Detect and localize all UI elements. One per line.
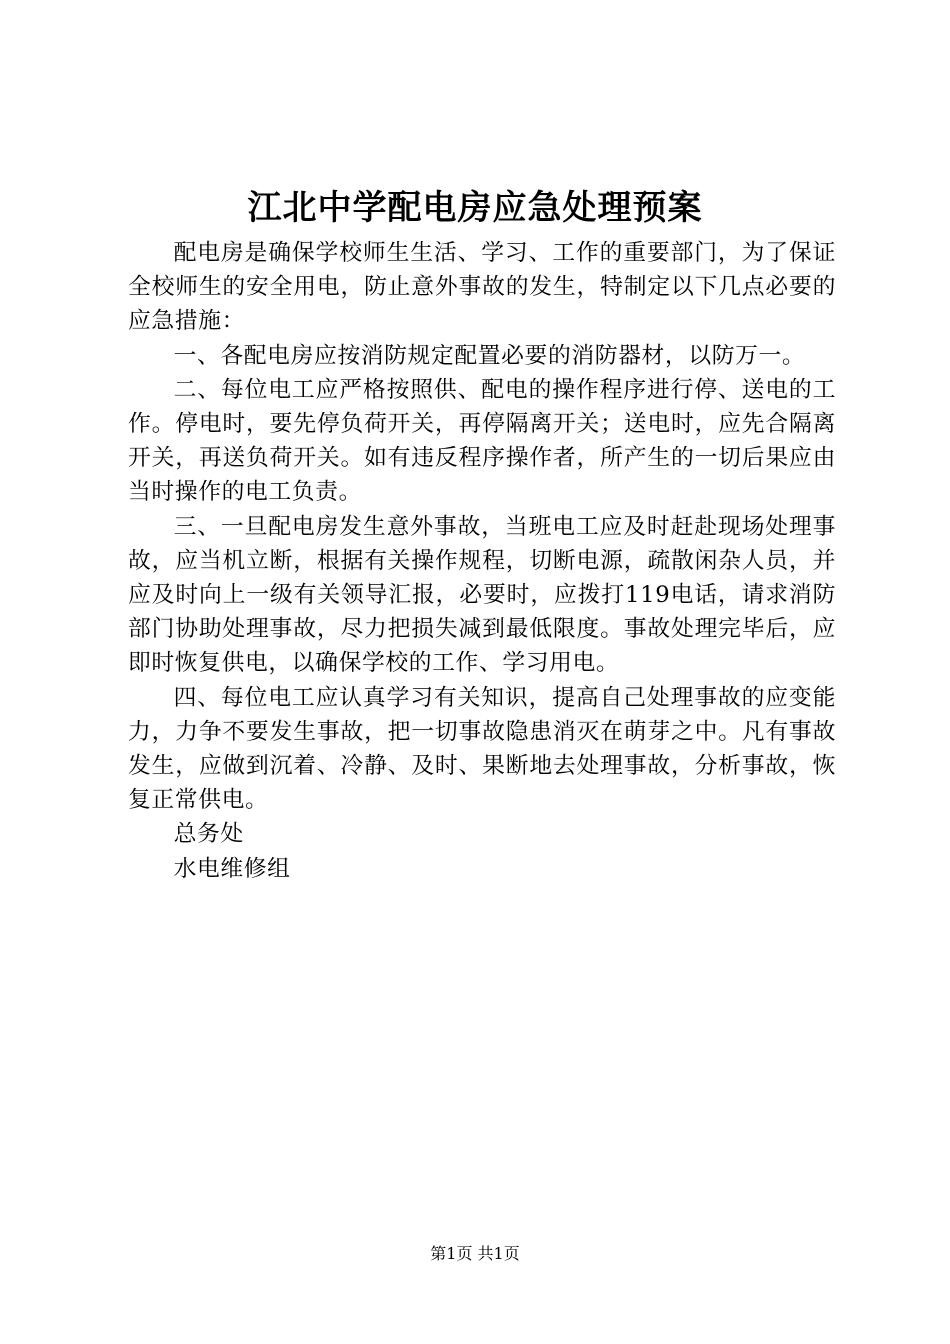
- page-number-footer: 第1页 共1页: [430, 1244, 520, 1263]
- document-title: 江北中学配电房应急处理预案: [247, 188, 703, 228]
- paragraph-item-2: 二、每位电工应严格按照供、配电的操作程序进行停、送电的工作。停电时，要先停负荷开关，再停隔离开关；送电时，应先合隔离开关，再送负荷开关。如有违反程序操作者，所产生的一切后果应由当时操作的电工负责。: [128, 376, 836, 506]
- paragraph-item-3: 三、一旦配电房发生意外事故，当班电工应及时赶赴现场处理事故，应当机立断，根据有关操作规程，切断电源，疏散闲杂人员，并应及时向上一级有关领导汇报，必要时，应拨打119电话，请求消防部门协助处理事故，尽力把损失减到最低限度。事故处理完毕后，应即时恢复供电，以确保学校的工作、学习用电。: [128, 513, 836, 677]
- paragraph-item-4: 四、每位电工应认真学习有关知识，提高自己处理事故的应变能力，力争不要发生事故，把一切事故隐患消灭在萌芽之中。凡有事故发生，应做到沉着、冷静、及时、果断地去处理事故，分析事故，恢复正常供电。: [128, 684, 836, 814]
- document-body: [128, 236, 836, 886]
- paragraph-item-1: 一、各配电房应按消防规定配置必要的消防器材，以防万一。: [173, 342, 806, 369]
- signature-group: 水电维修组: [173, 855, 291, 882]
- paragraph-intro: 配电房是确保学校师生生活、学习、工作的重要部门，为了保证全校师生的安全用电，防止意外事故的发生，特制定以下几点必要的应急措施：: [128, 240, 836, 335]
- signature-department: 总务处: [173, 821, 244, 848]
